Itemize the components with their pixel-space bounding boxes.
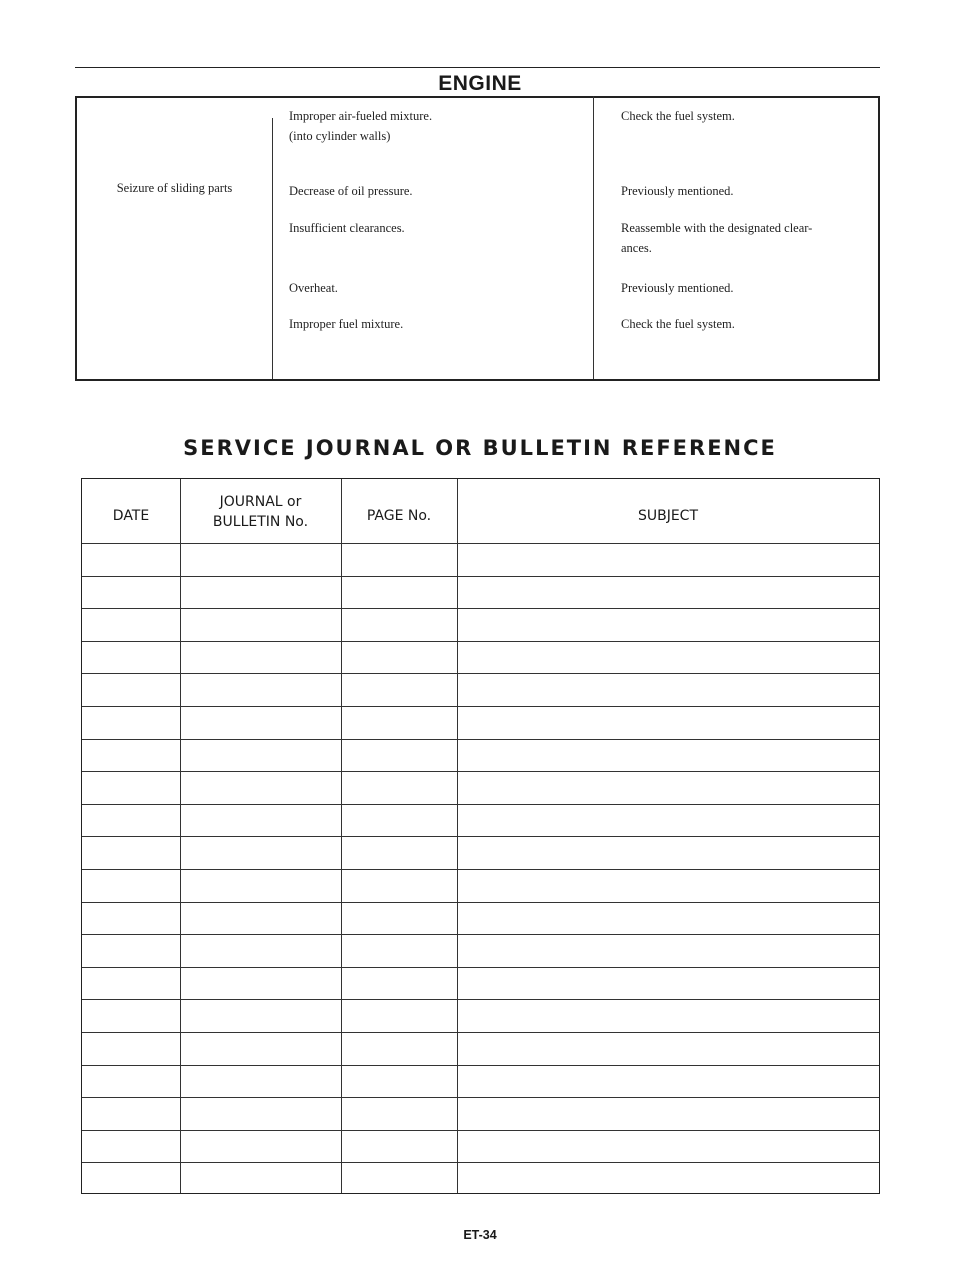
remedy-line: Check the fuel system. — [621, 317, 735, 331]
remedy-cell — [621, 106, 735, 126]
cause-line: Improper fuel mixture. — [289, 317, 404, 331]
troubleshooting-table — [75, 96, 880, 381]
column-divider — [272, 118, 273, 379]
cause-cell — [289, 218, 405, 238]
remedy-line: Reassemble with the designated clear- — [621, 221, 813, 235]
column-header-page: PAGE No. — [366, 508, 432, 524]
table-row-rule — [82, 641, 879, 642]
table-row-rule — [82, 543, 879, 544]
journal-title: SERVICE JOURNAL OR BULLETIN REFERENCE — [183, 436, 777, 460]
page-title: ENGINE — [438, 72, 522, 95]
header-rule-top — [75, 67, 880, 68]
table-row-rule — [82, 706, 879, 707]
table-row-rule — [82, 673, 879, 674]
column-header-line: BULLETIN No. — [212, 514, 309, 530]
cause-line: Decrease of oil pressure. — [289, 184, 413, 198]
cause-line: Overheat. — [289, 281, 338, 295]
table-row-rule — [82, 1032, 879, 1033]
remedy-line: Previously mentioned. — [621, 184, 734, 198]
table-row-rule — [82, 804, 879, 805]
table-row-rule — [82, 999, 879, 1000]
column-header-subject: SUBJECT — [637, 508, 699, 524]
cause-cell — [289, 278, 338, 298]
remedy-cell — [621, 181, 734, 201]
table-row-rule — [82, 1097, 879, 1098]
condition-cell: Seizure of sliding parts — [116, 181, 233, 195]
table-row-rule — [82, 836, 879, 837]
cause-cell — [289, 181, 413, 201]
remedy-line: Previously mentioned. — [621, 281, 734, 295]
table-row-rule — [82, 902, 879, 903]
table-row-rule — [82, 1130, 879, 1131]
table-row-rule — [82, 576, 879, 577]
column-divider — [593, 96, 594, 379]
column-header-journal — [180, 492, 341, 532]
column-header-line: JOURNAL or — [219, 494, 302, 510]
cause-cell — [289, 314, 403, 334]
remedy-cell — [621, 278, 734, 298]
table-row-rule — [82, 934, 879, 935]
remedy-cell — [621, 314, 735, 334]
table-row-rule — [82, 1162, 879, 1163]
remedy-cell — [621, 218, 812, 258]
table-row-rule — [82, 771, 879, 772]
column-header-date: DATE — [112, 508, 150, 524]
remedy-line: Check the fuel system. — [621, 109, 735, 123]
cause-line: Improper air-fueled mixture. — [289, 109, 433, 123]
table-row-rule — [82, 1065, 879, 1066]
table-row-rule — [82, 739, 879, 740]
table-row-rule — [82, 608, 879, 609]
table-row-rule — [82, 967, 879, 968]
cause-line: (into cylinder walls) — [289, 129, 391, 143]
cause-line: Insufficient clearances. — [289, 221, 405, 235]
cause-cell — [289, 106, 432, 146]
table-row-rule — [82, 869, 879, 870]
page-number: ET-34 — [463, 1228, 497, 1242]
journal-table — [81, 478, 880, 1194]
remedy-line: ances. — [621, 241, 652, 255]
